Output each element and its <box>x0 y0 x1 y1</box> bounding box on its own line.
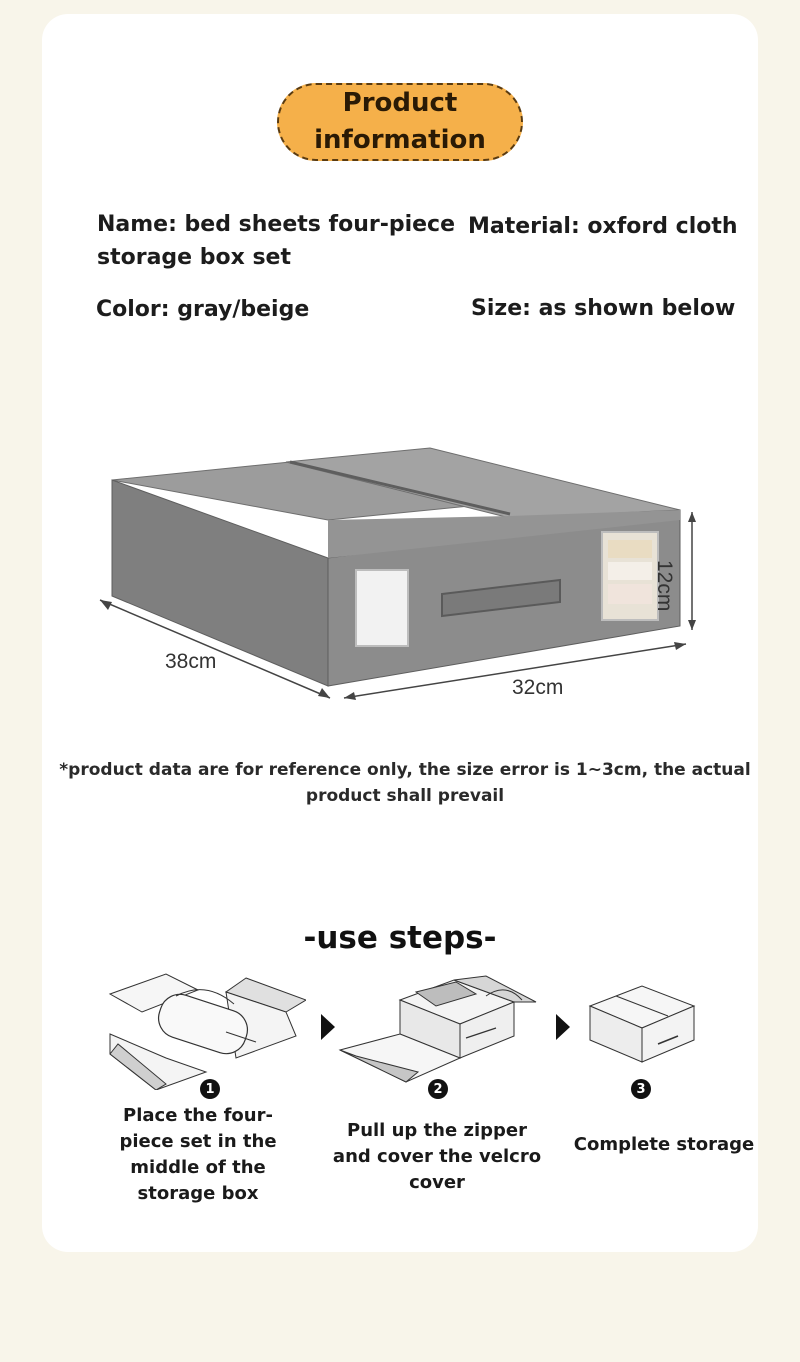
step-2-illustration <box>336 972 546 1090</box>
steps-title: -use steps- <box>303 920 497 956</box>
step-1-illustration <box>106 972 306 1090</box>
depth-label: 38cm <box>165 650 217 673</box>
height-label: 12cm <box>653 560 676 612</box>
name-info: Name: bed sheets four-piece storage box set <box>97 212 456 270</box>
step-1-number: 1 <box>200 1079 220 1099</box>
step-arrow-2 <box>556 1014 570 1040</box>
step-2-label: Pull up the zipper and cover the velcro cover <box>332 1120 542 1193</box>
badge-line-2: information <box>314 125 486 155</box>
product-info-badge <box>277 83 523 161</box>
reference-note: *product data are for reference only, the size error is 1~3cm, the actual product shall prevail <box>59 760 751 806</box>
step-3-illustration <box>586 984 698 1064</box>
step-3-label: Complete storage <box>573 1134 755 1155</box>
width-label: 32cm <box>512 676 564 699</box>
size-info: Size: as shown below <box>471 296 736 321</box>
step-1-label: Place the four-piece set in the middle of the storage box <box>119 1105 277 1204</box>
step-arrow-1 <box>321 1014 335 1040</box>
badge-line-1: Product <box>342 88 458 118</box>
step-3-number: 3 <box>631 1079 651 1099</box>
material-info: Material: oxford cloth <box>468 214 738 239</box>
color-info: Color: gray/beige <box>96 297 310 322</box>
step-2-number: 2 <box>428 1079 448 1099</box>
